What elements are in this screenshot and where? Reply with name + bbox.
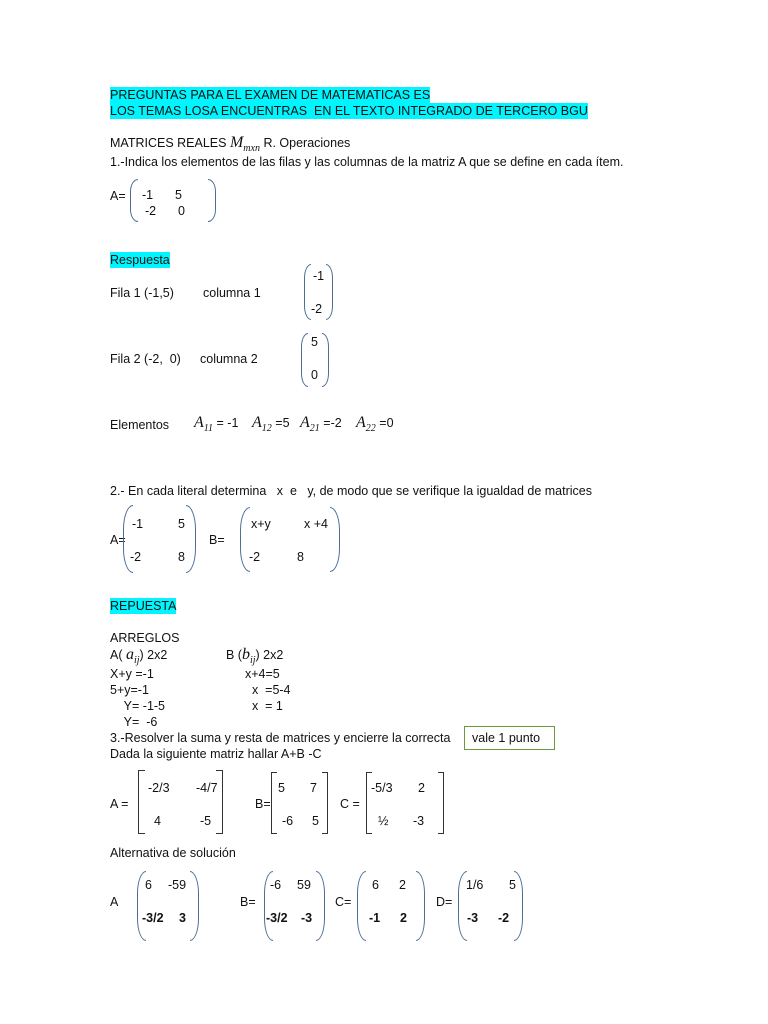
option-a-label[interactable]: A — [110, 895, 119, 909]
option-c-right-paren — [416, 871, 425, 941]
q1-matrix-right-paren — [208, 179, 216, 222]
q2-a-cell: -2 — [130, 550, 142, 564]
option-a-cell: 6 — [145, 878, 152, 892]
q2-left-step: Y= -1-5 — [110, 699, 166, 713]
option-a-cell: -59 — [168, 878, 187, 892]
q1-col2-right-paren — [322, 333, 329, 387]
q3-c-cell: 2 — [418, 781, 425, 795]
q1-col1-left-paren — [304, 264, 311, 320]
q1-a-label: A= — [110, 189, 126, 203]
q1-matrix-cell: 0 — [178, 204, 185, 218]
q3-b-cell: 5 — [278, 781, 285, 795]
option-b-cell: -3 — [301, 911, 313, 925]
q2-right-step: x = 1 — [245, 699, 283, 713]
q2-b-cell: x+y — [251, 517, 271, 531]
q1-col1-value: -2 — [311, 302, 323, 316]
option-d-cell: 5 — [509, 878, 516, 892]
q2-a-cell: 8 — [178, 550, 185, 564]
q2-a-cell: 5 — [178, 517, 185, 531]
option-b-right-paren — [316, 871, 325, 941]
q3-c-cell: -5/3 — [371, 781, 393, 795]
q3-b-cell: 7 — [310, 781, 317, 795]
q1-col1-right-paren — [326, 264, 333, 320]
q1-respuesta-label: Respuesta — [110, 253, 170, 267]
q1-matrix-left-paren — [130, 179, 138, 222]
q3-c-right-bracket — [438, 772, 444, 834]
q1-element-a22: $A_{22} =0$ — [356, 414, 394, 434]
q2-left-step: X+y =-1 — [110, 667, 154, 681]
option-a-cell: 3 — [179, 911, 186, 925]
q2-b-right-paren — [330, 507, 340, 572]
q1-columna1: columna 1 — [203, 286, 261, 300]
option-c-cell: 2 — [399, 878, 406, 892]
q2-a-right-paren — [186, 505, 196, 573]
q3-a-left-bracket — [138, 770, 145, 834]
matrices-subscript: mxn — [243, 143, 260, 154]
option-c-cell: -1 — [369, 911, 381, 925]
q3-c-cell: ½ — [378, 814, 389, 828]
q3-a-cell: -2/3 — [148, 781, 170, 795]
q1-matrix-cell: -2 — [145, 204, 157, 218]
q3-alternativa: Alternativa de solución — [110, 846, 236, 860]
option-b-cell: 59 — [297, 878, 311, 892]
q2-b-cell: -2 — [249, 550, 261, 564]
q2-left-step: 5+y=-1 — [110, 683, 149, 697]
q2-right-step: x =5-4 — [245, 683, 291, 697]
q3-points-text: vale 1 punto — [472, 731, 541, 745]
q2-a-arrangement: A( $a_{ij}$) 2x2 — [110, 646, 168, 666]
q3-statement: 3.-Resolver la suma y resta de matrices y encierre la correcta — [110, 731, 451, 745]
q1-matrix-cell: -1 — [142, 188, 154, 202]
matrices-label: MATRICES REALES — [110, 136, 227, 150]
option-b-cell: -6 — [270, 878, 282, 892]
q3-b-right-bracket — [322, 772, 328, 834]
q2-b-label: B= — [209, 533, 225, 547]
q2-b-arrangement: B $(b_{ij})$ 2x2 — [226, 646, 284, 666]
q3-a-label: A = — [110, 797, 129, 811]
option-b-label[interactable]: B= — [240, 895, 256, 909]
q1-col2-value: 0 — [311, 368, 318, 382]
q3-a-cell: -4/7 — [196, 781, 218, 795]
matrices-symbol: M — [229, 134, 244, 151]
q2-a-cell: -1 — [132, 517, 144, 531]
q3-b-cell: 5 — [312, 814, 319, 828]
option-d-cell: -2 — [498, 911, 510, 925]
q2-left-step: Y= -6 — [110, 715, 158, 729]
option-c-cell: 6 — [372, 878, 379, 892]
q2-arreglos: ARREGLOS — [110, 631, 180, 645]
option-c-left-paren — [357, 871, 366, 941]
q1-col2-left-paren — [301, 333, 308, 387]
matrices-rest: R. Operaciones — [263, 136, 351, 150]
q1-matrix-cell: 5 — [175, 188, 182, 202]
q1-element-a12: $A_{12} =5$ — [252, 414, 290, 434]
q1-fila2: Fila 2 (-2, 0) — [110, 352, 181, 366]
option-a-cell: -3/2 — [142, 911, 164, 925]
q3-b-label: B= — [255, 797, 271, 811]
q3-b-cell: -6 — [282, 814, 294, 828]
q3-c-label: C = — [340, 797, 360, 811]
option-d-cell: 1/6 — [466, 878, 484, 892]
q3-b-left-bracket — [271, 772, 277, 834]
q3-c-cell: -3 — [413, 814, 425, 828]
option-c-cell: 2 — [400, 911, 407, 925]
q1-statement: 1.-Indica los elementos de las filas y las columnas de la matriz A que se define en cada ítem. — [110, 155, 624, 169]
q3-a-cell: 4 — [154, 814, 161, 828]
q2-b-cell: x +4 — [304, 517, 328, 531]
q2-right-step: x+4=5 — [245, 667, 280, 681]
q3-a-cell: -5 — [200, 814, 212, 828]
q1-element-a11: $A_{11} = -1$ — [194, 414, 239, 434]
header-line-1: PREGUNTAS PARA EL EXAMEN DE MATEMATICAS ES — [110, 88, 431, 102]
q2-repuesta-label: REPUESTA — [110, 599, 177, 613]
q2-b-cell: 8 — [297, 550, 304, 564]
q2-a-label: A= — [110, 533, 126, 547]
q2-statement: 2.- En cada literal determina x e y, de modo que se verifique la igualdad de matrices — [110, 484, 592, 498]
q1-col1-value: -1 — [313, 269, 325, 283]
header-line-2: LOS TEMAS LOSA ENCUENTRAS EN EL TEXTO INTEGRADO DE TERCERO BGU — [110, 104, 588, 118]
q3-subtext: Dada la siguiente matriz hallar A+B -C — [110, 747, 322, 761]
q1-elementos-label: Elementos — [110, 418, 170, 432]
q1-fila1: Fila 1 (-1,5) — [110, 286, 174, 300]
section-title — [110, 135, 350, 153]
q1-element-a21: $A_{21} =-2$ — [300, 414, 342, 434]
option-b-cell: -3/2 — [266, 911, 288, 925]
option-a-right-paren — [190, 871, 199, 941]
option-d-label[interactable]: D= — [436, 895, 453, 909]
option-d-cell: -3 — [467, 911, 479, 925]
q1-columna2: columna 2 — [200, 352, 258, 366]
q1-col2-value: 5 — [311, 335, 318, 349]
option-c-label[interactable]: C= — [335, 895, 352, 909]
